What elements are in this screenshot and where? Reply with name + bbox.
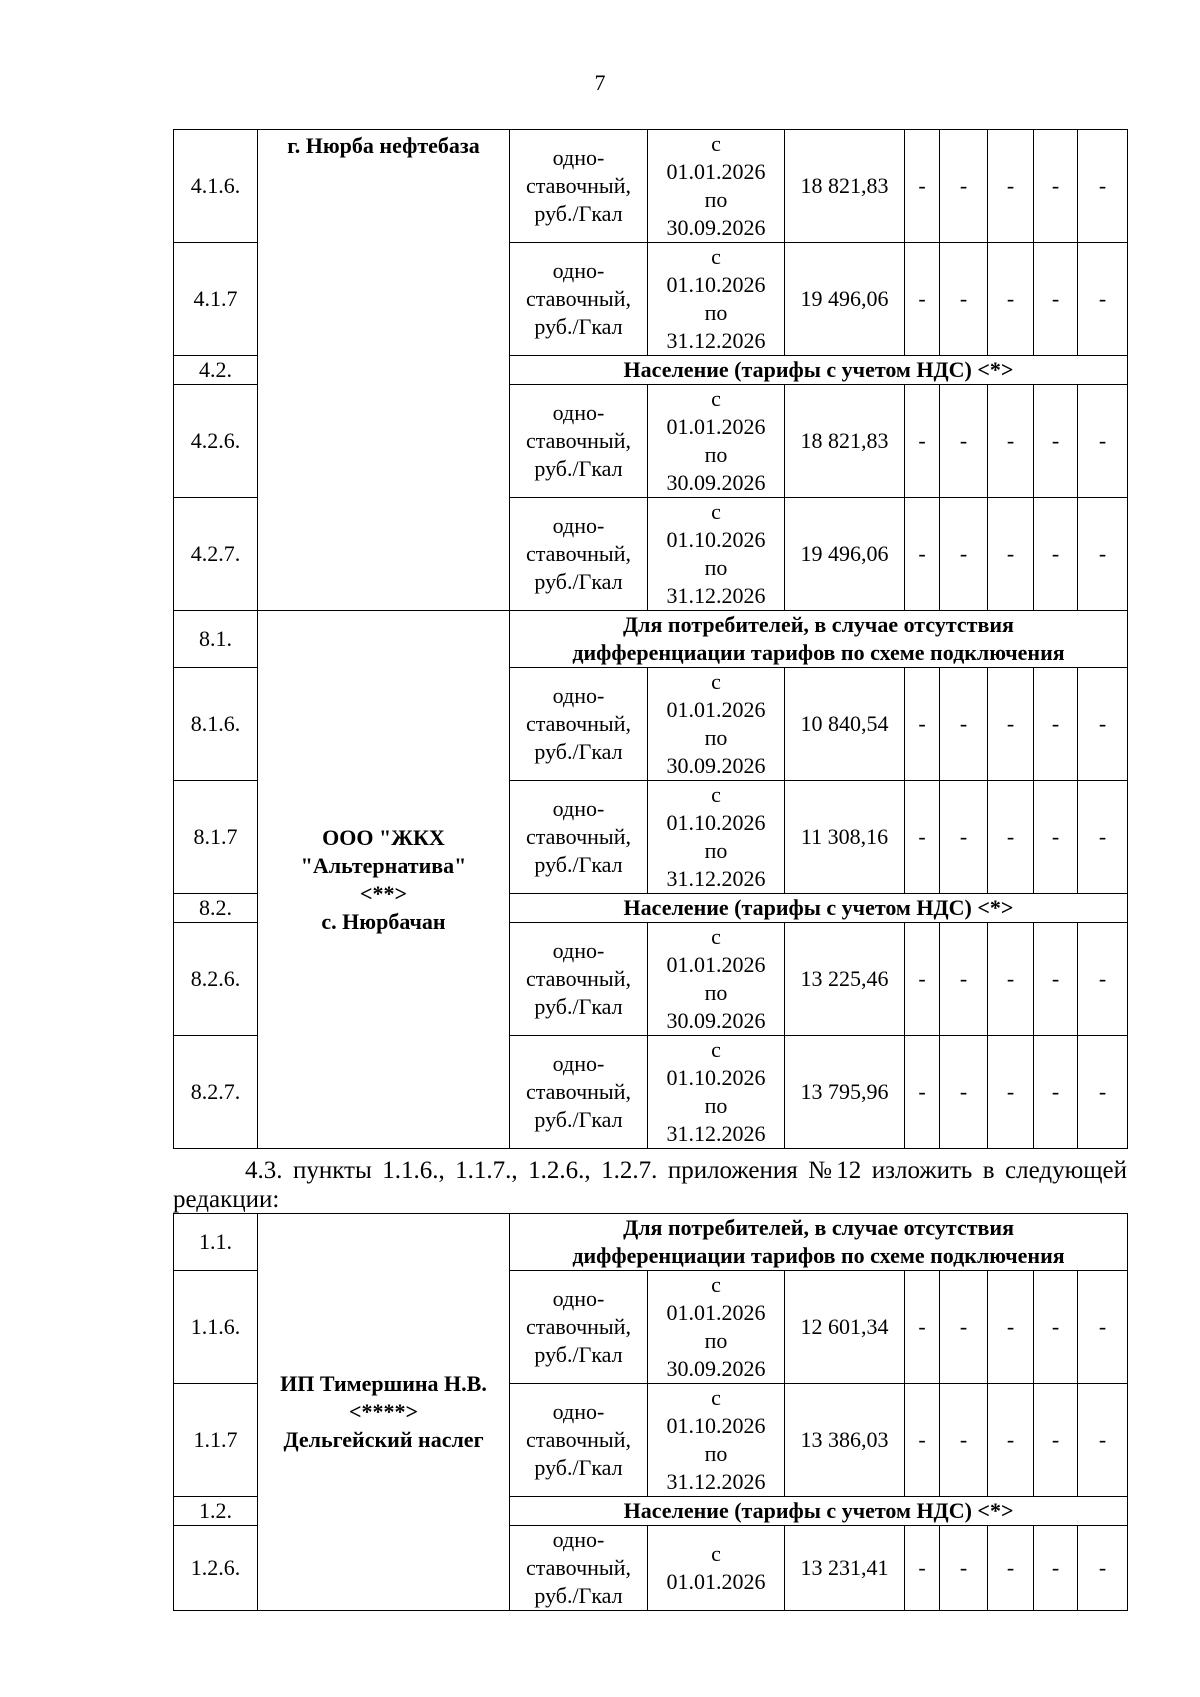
empty-value-cell: - (940, 498, 988, 611)
period-line: по (704, 442, 728, 467)
empty-value-cell: - (1078, 1384, 1128, 1497)
empty-value-cell: - (940, 923, 988, 1036)
tariff-value: 18 821,83 (785, 130, 905, 243)
row-number: 4.2.7. (174, 498, 258, 611)
section-header-line: Для потребителей, в случае отсутствия (623, 1215, 1014, 1240)
period-line: 01.01.2026 (666, 697, 766, 722)
empty-value-cell: - (988, 498, 1034, 611)
period-line: 30.09.2026 (666, 215, 766, 240)
tariff-type-line: одно- (552, 1286, 605, 1311)
tariff-type-cell (510, 498, 648, 611)
section-header-line: дифференциации тарифов по схеме подключения (572, 1243, 1065, 1268)
tariff-type-line: руб./Гкал (534, 1455, 623, 1480)
tariff-type-line: руб./Гкал (534, 314, 623, 339)
period-cell (648, 243, 785, 356)
tariff-type-line: руб./Гкал (534, 569, 623, 594)
empty-value-cell: - (988, 130, 1034, 243)
tariff-type-line: ставочный, (526, 173, 631, 198)
empty-value-cell: - (940, 1036, 988, 1149)
row-number: 4.1.7 (174, 243, 258, 356)
period-line: по (704, 1093, 728, 1118)
tariff-type-cell (510, 1526, 648, 1611)
organization-name-a (258, 130, 510, 611)
empty-value-cell: - (1078, 1526, 1128, 1611)
tariff-type-cell (510, 1036, 648, 1149)
row-number: 1.2.6. (174, 1526, 258, 1611)
period-line: 30.09.2026 (666, 753, 766, 778)
empty-value-cell: - (1078, 1271, 1128, 1384)
period-line: с (711, 386, 721, 411)
tariff-value: 10 840,54 (785, 668, 905, 781)
amendment-paragraph (173, 1156, 1127, 1214)
tariff-type-line: руб./Гкал (534, 456, 623, 481)
empty-value-cell: - (1078, 243, 1128, 356)
row-number: 8.2. (174, 894, 258, 923)
period-line: с (711, 669, 721, 694)
empty-value-cell: - (1034, 385, 1078, 498)
period-line: по (704, 725, 728, 750)
empty-value-cell: - (940, 781, 988, 894)
period-line: 31.12.2026 (666, 866, 766, 891)
organization-b-line: <**> (359, 880, 408, 906)
tariff-value: 19 496,06 (785, 243, 905, 356)
empty-value-cell: - (1034, 1271, 1078, 1384)
tariff-value: 13 795,96 (785, 1036, 905, 1149)
period-cell (648, 1384, 785, 1497)
tariff-type-cell (510, 1271, 648, 1384)
tariff-type-line: ставочный, (526, 428, 631, 453)
period-line: 30.09.2026 (666, 470, 766, 495)
period-line: с (711, 244, 721, 269)
tariff-type-cell (510, 385, 648, 498)
period-cell (648, 1526, 785, 1611)
empty-value-cell: - (905, 498, 940, 611)
tariff-type-line: одно- (552, 400, 605, 425)
empty-value-cell: - (940, 1384, 988, 1497)
tariff-type-line: руб./Гкал (534, 852, 623, 877)
empty-value-cell: - (988, 923, 1034, 1036)
period-line: 31.12.2026 (666, 583, 766, 608)
section-header-line: Население (тарифы с учетом НДС) <*> (623, 357, 1014, 382)
tariff-type-line: руб./Гкал (534, 1342, 623, 1367)
tariff-value: 19 496,06 (785, 498, 905, 611)
section-header (510, 611, 1128, 668)
section-header (510, 894, 1128, 923)
empty-value-cell: - (988, 243, 1034, 356)
period-line: 31.12.2026 (666, 1469, 766, 1494)
empty-value-cell: - (905, 1384, 940, 1497)
empty-value-cell: - (940, 130, 988, 243)
empty-value-cell: - (905, 1526, 940, 1611)
period-cell (648, 130, 785, 243)
period-line: с (711, 1541, 721, 1566)
period-cell (648, 923, 785, 1036)
organization-a-line: г. Нюрба нефтебаза (287, 133, 480, 158)
tariff-type-line: ставочный, (526, 824, 631, 849)
tariff-type-line: руб./Гкал (534, 1583, 623, 1608)
section-header (510, 1214, 1128, 1271)
organization-c-line: Дельгейский наслег (283, 1427, 484, 1452)
row-number: 4.2. (174, 356, 258, 385)
amendment-text: 4.3. пункты 1.1.6., 1.1.7., 1.2.6., 1.2.7. приложения №12 изложить в следующей редакции: (173, 1157, 1127, 1213)
empty-value-cell: - (988, 385, 1034, 498)
row-number: 8.1. (174, 611, 258, 668)
row-number: 4.1.6. (174, 130, 258, 243)
tariff-type-line: руб./Гкал (534, 739, 623, 764)
tariff-type-line: одно- (552, 513, 605, 538)
tariff-type-cell (510, 130, 648, 243)
section-header (510, 1497, 1128, 1526)
period-line: с (711, 499, 721, 524)
period-cell (648, 498, 785, 611)
tariff-type-line: ставочный, (526, 1314, 631, 1339)
empty-value-cell: - (1078, 668, 1128, 781)
empty-value-cell: - (1034, 1036, 1078, 1149)
organization-name-c (258, 1214, 510, 1611)
organization-b-line: с. Нюрбачан (321, 908, 446, 934)
tariff-type-line: ставочный, (526, 711, 631, 736)
section-header-line: Население (тарифы с учетом НДС) <*> (623, 1498, 1014, 1523)
tariff-table-2 (173, 1213, 1128, 1611)
tariff-type-line: одно- (552, 258, 605, 283)
tariff-value: 11 308,16 (785, 781, 905, 894)
period-line: 31.12.2026 (666, 328, 766, 353)
empty-value-cell: - (940, 243, 988, 356)
period-line: 30.09.2026 (666, 1356, 766, 1381)
empty-value-cell: - (905, 385, 940, 498)
period-line: 01.10.2026 (666, 272, 766, 297)
tariff-type-line: ставочный, (526, 966, 631, 991)
period-line: 30.09.2026 (666, 1008, 766, 1033)
empty-value-cell: - (940, 1271, 988, 1384)
period-line: по (704, 980, 728, 1005)
tariff-type-line: ставочный, (526, 1427, 631, 1452)
tariff-value: 18 821,83 (785, 385, 905, 498)
empty-value-cell: - (1034, 1526, 1078, 1611)
tariff-value: 13 231,41 (785, 1526, 905, 1611)
tariff-type-line: руб./Гкал (534, 994, 623, 1019)
empty-value-cell: - (905, 923, 940, 1036)
period-line: с (711, 1272, 721, 1297)
tariff-type-line: одно- (552, 796, 605, 821)
empty-value-cell: - (1034, 130, 1078, 243)
tariff-type-cell (510, 1384, 648, 1497)
period-line: по (704, 187, 728, 212)
period-line: с (711, 924, 721, 949)
empty-value-cell: - (988, 1036, 1034, 1149)
table-row (174, 130, 1128, 243)
empty-value-cell: - (988, 1271, 1034, 1384)
period-cell (648, 668, 785, 781)
empty-value-cell: - (988, 1384, 1034, 1497)
tariff-type-cell (510, 243, 648, 356)
tariff-value: 13 225,46 (785, 923, 905, 1036)
section-header-line: Для потребителей, в случае отсутствия (623, 612, 1014, 637)
empty-value-cell: - (940, 385, 988, 498)
period-line: с (711, 782, 721, 807)
tariff-table-1 (173, 129, 1128, 1149)
empty-value-cell: - (905, 243, 940, 356)
empty-value-cell: - (1034, 781, 1078, 894)
empty-value-cell: - (988, 1526, 1034, 1611)
period-cell (648, 1036, 785, 1149)
organization-c-line: <****> (348, 1399, 419, 1424)
row-number: 1.1. (174, 1214, 258, 1271)
period-line: по (704, 555, 728, 580)
tariff-type-line: одно- (552, 938, 605, 963)
period-line: 01.01.2026 (666, 159, 766, 184)
empty-value-cell: - (905, 668, 940, 781)
tariff-type-line: одно- (552, 1399, 605, 1424)
empty-value-cell: - (1078, 498, 1128, 611)
period-line: по (704, 1441, 728, 1466)
period-line: по (704, 838, 728, 863)
row-number: 1.2. (174, 1497, 258, 1526)
tariff-type-line: руб./Гкал (534, 1107, 623, 1132)
empty-value-cell: - (988, 781, 1034, 894)
empty-value-cell: - (1078, 1036, 1128, 1149)
period-line: 01.10.2026 (666, 527, 766, 552)
empty-value-cell: - (988, 668, 1034, 781)
period-line: 01.10.2026 (666, 810, 766, 835)
row-number: 8.1.7 (174, 781, 258, 894)
tariff-type-line: одно- (552, 1527, 605, 1552)
period-line: 01.10.2026 (666, 1413, 766, 1438)
period-line: с (711, 1385, 721, 1410)
empty-value-cell: - (905, 781, 940, 894)
tariff-type-line: ставочный, (526, 541, 631, 566)
page-number: 7 (594, 70, 606, 95)
organization-name-b (258, 611, 510, 1149)
tariff-type-cell (510, 923, 648, 1036)
section-header-line: Население (тарифы с учетом НДС) <*> (623, 895, 1014, 920)
tariff-type-line: одно- (552, 1051, 605, 1076)
empty-value-cell: - (1078, 385, 1128, 498)
period-cell (648, 781, 785, 894)
tariff-type-line: ставочный, (526, 1079, 631, 1104)
tariff-type-line: ставочный, (526, 1555, 631, 1580)
empty-value-cell: - (1078, 130, 1128, 243)
empty-value-cell: - (1078, 923, 1128, 1036)
empty-value-cell: - (905, 1036, 940, 1149)
empty-value-cell: - (1034, 668, 1078, 781)
empty-value-cell: - (1034, 923, 1078, 1036)
tariff-type-cell (510, 668, 648, 781)
table-row (174, 1214, 1128, 1271)
row-number: 1.1.7 (174, 1384, 258, 1497)
tariff-type-line: одно- (552, 683, 605, 708)
period-cell (648, 385, 785, 498)
period-line: 01.01.2026 (666, 1569, 766, 1594)
section-header (510, 356, 1128, 385)
empty-value-cell: - (1034, 1384, 1078, 1497)
empty-value-cell: - (905, 1271, 940, 1384)
empty-value-cell: - (940, 1526, 988, 1611)
empty-value-cell: - (1034, 243, 1078, 356)
period-line: 01.01.2026 (666, 952, 766, 977)
period-line: 01.01.2026 (666, 1300, 766, 1325)
row-number: 8.2.7. (174, 1036, 258, 1149)
tariff-type-line: ставочный, (526, 286, 631, 311)
table-row (174, 611, 1128, 668)
empty-value-cell: - (1078, 781, 1128, 894)
tariff-type-line: одно- (552, 145, 605, 170)
period-line: 01.10.2026 (666, 1065, 766, 1090)
empty-value-cell: - (905, 130, 940, 243)
period-line: по (704, 1328, 728, 1353)
period-cell (648, 1271, 785, 1384)
organization-b-line: ООО "ЖКХ (322, 824, 445, 850)
tariff-value: 13 386,03 (785, 1384, 905, 1497)
period-line: с (711, 1037, 721, 1062)
row-number: 1.1.6. (174, 1271, 258, 1384)
row-number: 8.1.6. (174, 668, 258, 781)
tariff-value: 12 601,34 (785, 1271, 905, 1384)
section-header-line: дифференциации тарифов по схеме подключения (572, 640, 1065, 665)
row-number: 8.2.6. (174, 923, 258, 1036)
tariff-type-line: руб./Гкал (534, 201, 623, 226)
row-number: 4.2.6. (174, 385, 258, 498)
period-line: 31.12.2026 (666, 1121, 766, 1146)
tariff-type-cell (510, 781, 648, 894)
empty-value-cell: - (940, 668, 988, 781)
period-line: с (711, 131, 721, 156)
period-line: по (704, 300, 728, 325)
organization-c-line: ИП Тимершина Н.В. (280, 1371, 487, 1396)
period-line: 01.01.2026 (666, 414, 766, 439)
empty-value-cell: - (1034, 498, 1078, 611)
organization-b-line: "Альтернатива" (300, 852, 467, 878)
